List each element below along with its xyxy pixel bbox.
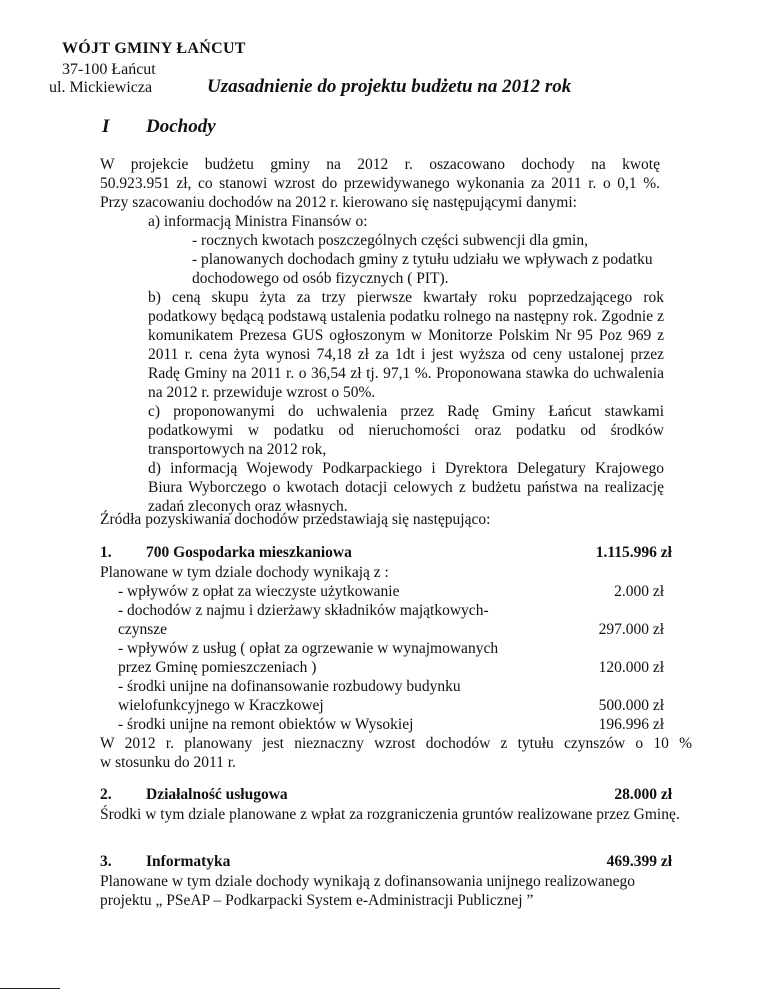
scan-edge-line xyxy=(0,988,60,989)
section-1-items xyxy=(118,582,664,734)
criterion-c: c) proponowanymi do uchwalenia przez Radę Gminy Łańcut stawkami podatkowymi w podatku od nieruchomości oraz podatku od środków transportowych na 2012 rok, xyxy=(148,403,664,458)
revenue-item-text: - środki unijne na remont obiektów w Wysokiej xyxy=(118,716,414,733)
office-name: WÓJT GMINY ŁAŃCUT xyxy=(62,40,246,57)
section-3-name: Informatyka xyxy=(146,853,231,870)
revenue-item xyxy=(118,582,664,601)
revenue-item-amount: 297.000 zł xyxy=(598,621,664,638)
revenue-item-text: czynsze xyxy=(118,621,168,638)
criterion-d: d) informacją Wojewody Podkarpackiego i Dyrektora Delegatury Krajowego Biura Wyborczego o kwotach dotacji celowych z budżetu państwa na realizację zadań zleconych oraz własnych. xyxy=(148,460,664,515)
section-1-note xyxy=(100,734,692,772)
criteria-list xyxy=(148,212,664,516)
revenue-item-text: - środki unijne na dofinansowanie rozbudowy budynku xyxy=(118,678,461,695)
revenue-item xyxy=(118,601,664,639)
section-3-amount: 469.399 zł xyxy=(606,853,672,870)
revenue-item xyxy=(118,715,664,734)
section-title: Dochody xyxy=(146,116,216,137)
office-postal: 37-100 Łańcut xyxy=(62,61,156,78)
section-1-number: 1. xyxy=(100,544,112,561)
section-1-amount: 1.115.996 zł xyxy=(595,544,672,561)
document-title: Uzasadnienie do projektu budżetu na 2012 rok xyxy=(207,76,572,97)
section-3-text-line2: projektu „ PSeAP – Podkarpacki System e-Administracji Publicznej ” xyxy=(100,892,534,909)
revenue-item xyxy=(118,639,664,677)
criterion-a2-line1: - planowanych dochodach gminy z tytułu udziału we wpływach z podatku xyxy=(192,251,653,268)
section-1-note-line2: w stosunku do 2011 r. xyxy=(100,754,236,771)
section-2-number: 2. xyxy=(100,786,112,803)
criterion-a: a) informacją Ministra Finansów o: xyxy=(148,213,368,230)
section-2-text: Środki w tym dziale planowane z wpłat za rozgraniczenia gruntów realizowane przez Gminę. xyxy=(100,806,680,823)
section-2-amount: 28.000 zł xyxy=(614,786,672,803)
revenue-item-amount: 196.996 zł xyxy=(598,716,664,733)
revenue-item-amount: 120.000 zł xyxy=(598,659,664,676)
criterion-a1: - rocznych kwotach poszczególnych części subwencji dla gmin, xyxy=(192,232,588,249)
revenue-item-text: wielofunkcyjnego w Kraczkowej xyxy=(118,697,324,714)
revenue-item-text: - wpływów z usług ( opłat za ogrzewanie w wynajmowanych xyxy=(118,640,499,657)
criterion-b: b) ceną skupu żyta za trzy pierwsze kwartały roku poprzedzającego rok podatkowy będącą podstawą ustalenia podatku rolnego na następny rok. Zgodnie z komunikatem Prezesa GUS ogłoszonym w Monitorze Polskim Nr 95 Poz 969 z 2011 r. cena żyta wynosi 74,18 zł za 1dt i jest wyższa od ceny ustalonej przez Radę Gminy na 2011 r. o 36,54 zł tj. 97,1 %. Proponowana stawka do uchwalenia na 2012 r. przewiduje wzrost o 50%. xyxy=(148,289,664,401)
section-2-name: Działalność usługowa xyxy=(146,786,288,803)
revenue-item-text: - dochodów z najmu i dzierżawy składników majątkowych- xyxy=(118,602,489,619)
section-1-lead: Planowane w tym dziale dochody wynikają z : xyxy=(100,564,389,581)
criterion-a2-line2: dochodowego od osób fizycznych ( PIT). xyxy=(192,270,449,287)
sources-intro: Źródła pozyskiwania dochodów przedstawiają się następująco: xyxy=(100,511,491,528)
revenue-item-text: - wpływów z opłat za wieczyste użytkowanie xyxy=(118,583,400,600)
revenue-item-amount: 2.000 zł xyxy=(614,583,664,600)
intro-paragraph xyxy=(100,155,660,212)
section-number: I xyxy=(102,116,110,137)
section-3-text-line1: Planowane w tym dziale dochody wynikają z dofinansowania unijnego realizowanego xyxy=(100,873,636,890)
revenue-item-amount: 500.000 zł xyxy=(598,697,664,714)
intro-line-1: W projekcie budżetu gminy na 2012 r. oszacowano dochody na kwotę xyxy=(100,156,660,173)
office-street: ul. Mickiewicza xyxy=(49,79,153,96)
intro-line-2: 50.923.951 zł, co stanowi wzrost do przewidywanego wykonania za 2011 r. o 0,1 %. xyxy=(100,175,660,192)
section-3-text xyxy=(100,872,700,910)
revenue-item xyxy=(118,677,664,715)
intro-line-3: Przy szacowaniu dochodów na 2012 r. kierowano się następującymi danymi: xyxy=(100,194,577,211)
section-3-number: 3. xyxy=(100,853,112,870)
revenue-item-text: przez Gminę pomieszczeniach ) xyxy=(118,659,317,676)
section-1-name: 700 Gospodarka mieszkaniowa xyxy=(146,544,352,561)
section-1-note-line1: W 2012 r. planowany jest nieznaczny wzrost dochodów z tytułu czynszów o 10 % xyxy=(100,735,692,752)
